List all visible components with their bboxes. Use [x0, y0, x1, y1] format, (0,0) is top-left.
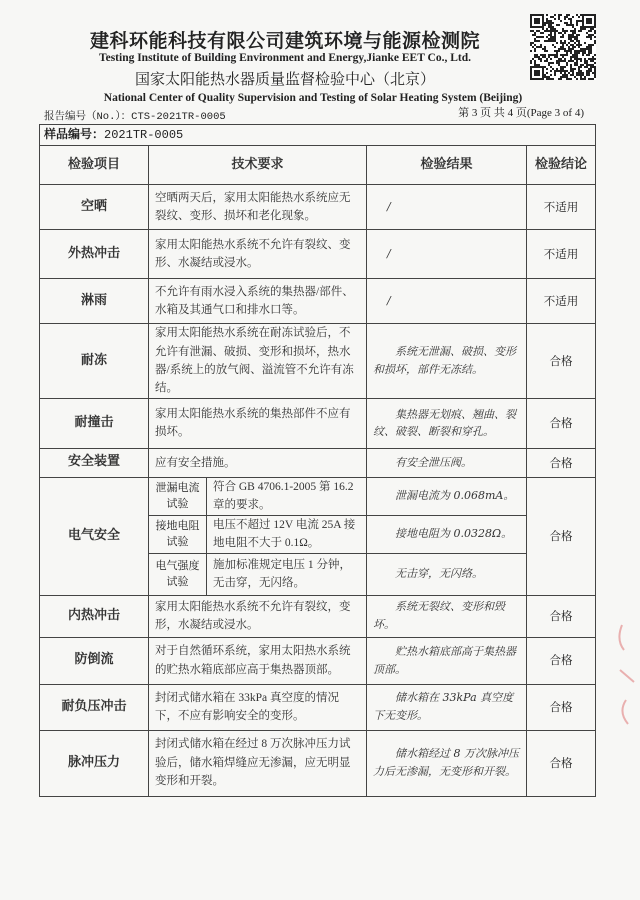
- institute-title-cn: 建科环能科技有限公司建筑环境与能源检测院: [89, 31, 480, 52]
- test-item: 耐负压冲击: [40, 684, 149, 730]
- test-conclusion: 合格: [527, 730, 596, 796]
- test-conclusion: 不适用: [527, 279, 596, 324]
- test-item: 电气安全: [40, 477, 149, 595]
- table-row: [40, 230, 596, 279]
- col-header-conclusion: 检验结论: [527, 146, 596, 185]
- test-item: 耐撞击: [40, 398, 149, 448]
- subtest-name: 接地电阻试验: [149, 515, 207, 553]
- sample-row: [40, 125, 596, 146]
- subtest-name: 电气强度试验: [149, 553, 207, 595]
- technical-requirement: 应有安全措施。: [149, 448, 367, 477]
- test-item: 安全装置: [40, 448, 149, 477]
- test-item: 脉冲压力: [40, 730, 149, 796]
- test-result: /: [367, 279, 527, 324]
- report-number: 报告编号（No.）：CTS-2021TR-0005: [44, 111, 226, 123]
- test-conclusion: 合格: [527, 477, 596, 595]
- sample-number: 2021TR-0005: [104, 128, 184, 142]
- technical-requirement: 空晒两天后，家用太阳能热水系统应无裂纹、变形、损坏和老化现象。: [149, 185, 367, 230]
- table-row: [40, 324, 596, 399]
- table-row: [40, 398, 596, 448]
- electrical-subtest-row: [40, 477, 596, 515]
- technical-requirement: 符合 GB 4706.1-2005 第 16.2 章的要求。: [207, 477, 367, 515]
- table-row: [40, 185, 596, 230]
- test-item: 空晒: [40, 185, 149, 230]
- red-stamp-fragment: [612, 620, 640, 730]
- test-item: 外热冲击: [40, 230, 149, 279]
- test-result: 泄漏电流为 0.068mA。: [367, 477, 527, 515]
- qr-code-icon: [530, 14, 596, 80]
- table-row: [40, 279, 596, 324]
- test-conclusion: 合格: [527, 324, 596, 399]
- technical-requirement: 施加标准规定电压 1 分钟，无击穿，无闪络。: [207, 553, 367, 595]
- test-conclusion: 合格: [527, 448, 596, 477]
- inspection-table: [39, 124, 596, 797]
- table-row: [40, 637, 596, 684]
- test-item: 内热冲击: [40, 595, 149, 637]
- test-conclusion: 合格: [527, 595, 596, 637]
- center-title-en: National Center of Quality Supervision and Testing of Solar Heating System (Beijing): [103, 92, 523, 104]
- test-result: 系统无泄漏、破损、变形和损坏，部件无冻结。: [367, 324, 527, 399]
- test-result: 系统无裂纹、变形和毁坏。: [367, 595, 527, 637]
- sample-label: 样品编号：: [44, 127, 105, 141]
- test-conclusion: 不适用: [527, 230, 596, 279]
- table-row: [40, 448, 596, 477]
- test-conclusion: 合格: [527, 398, 596, 448]
- technical-requirement: 封闭式储水箱在 33kPa 真空度的情况下，不应有影响安全的变形。: [149, 684, 367, 730]
- table-row: [40, 730, 596, 796]
- test-result: 有安全泄压阀。: [367, 448, 527, 477]
- test-conclusion: 合格: [527, 637, 596, 684]
- test-result: 集热器无划痕、翘曲、裂纹、破裂、断裂和穿孔。: [367, 398, 527, 448]
- table-row: [40, 684, 596, 730]
- technical-requirement: 家用太阳能热水系统不允许有裂纹、变形、水凝结或浸水。: [149, 230, 367, 279]
- test-result: 储水箱在 33kPa 真空度下无变形。: [367, 684, 527, 730]
- page-number: 第 3 页 共 4 页(Page 3 of 4): [458, 107, 584, 119]
- center-title-cn: 国家太阳能热水器质量监督检验中心（北京）: [134, 72, 435, 88]
- test-result: /: [367, 185, 527, 230]
- technical-requirement: 家用太阳能热水系统不允许有裂纹，变形，水凝结或浸水。: [149, 595, 367, 637]
- col-header-item: 检验项目: [40, 146, 149, 185]
- technical-requirement: 封闭式储水箱在经过 8 万次脉冲压力试验后，储水箱焊缝应无渗漏，应无明显变形和开裂。: [149, 730, 367, 796]
- technical-requirement: 家用太阳能热水系统在耐冻试验后，不允许有泄漏、破损、变形和损坏，热水器/系统上的放气阀、溢流管不允许有冻结。: [149, 324, 367, 399]
- test-item: 耐冻: [40, 324, 149, 399]
- test-item: 淋雨: [40, 279, 149, 324]
- technical-requirement: 对于自然循环系统，家用太阳热水系统的贮热水箱底部应高于集热器顶部。: [149, 637, 367, 684]
- table-header: [40, 146, 596, 185]
- test-result: 贮热水箱底部高于集热器顶部。: [367, 637, 527, 684]
- test-result: 储水箱经过 8 万次脉冲压力后无渗漏，无变形和开裂。: [367, 730, 527, 796]
- test-result: /: [367, 230, 527, 279]
- technical-requirement: 不允许有雨水浸入系统的集热器/部件、水箱及其通气口和排水口等。: [149, 279, 367, 324]
- technical-requirement: 家用太阳能热水系统的集热部件不应有损坏。: [149, 398, 367, 448]
- test-item: 防倒流: [40, 637, 149, 684]
- col-header-requirement: 技术要求: [149, 146, 367, 185]
- table-row: [40, 595, 596, 637]
- test-conclusion: 不适用: [527, 185, 596, 230]
- test-conclusion: 合格: [527, 684, 596, 730]
- col-header-result: 检验结果: [367, 146, 527, 185]
- technical-requirement: 电压不超过 12V 电流 25A 接地电阻不大于 0.1Ω。: [207, 515, 367, 553]
- subtest-name: 泄漏电流试验: [149, 477, 207, 515]
- test-result: 接地电阻为 0.0328Ω。: [367, 515, 527, 553]
- institute-title-en: Testing Institute of Building Environment and Energy,Jianke EET Co., Ltd.: [98, 52, 472, 64]
- test-result: 无击穿，无闪络。: [367, 553, 527, 595]
